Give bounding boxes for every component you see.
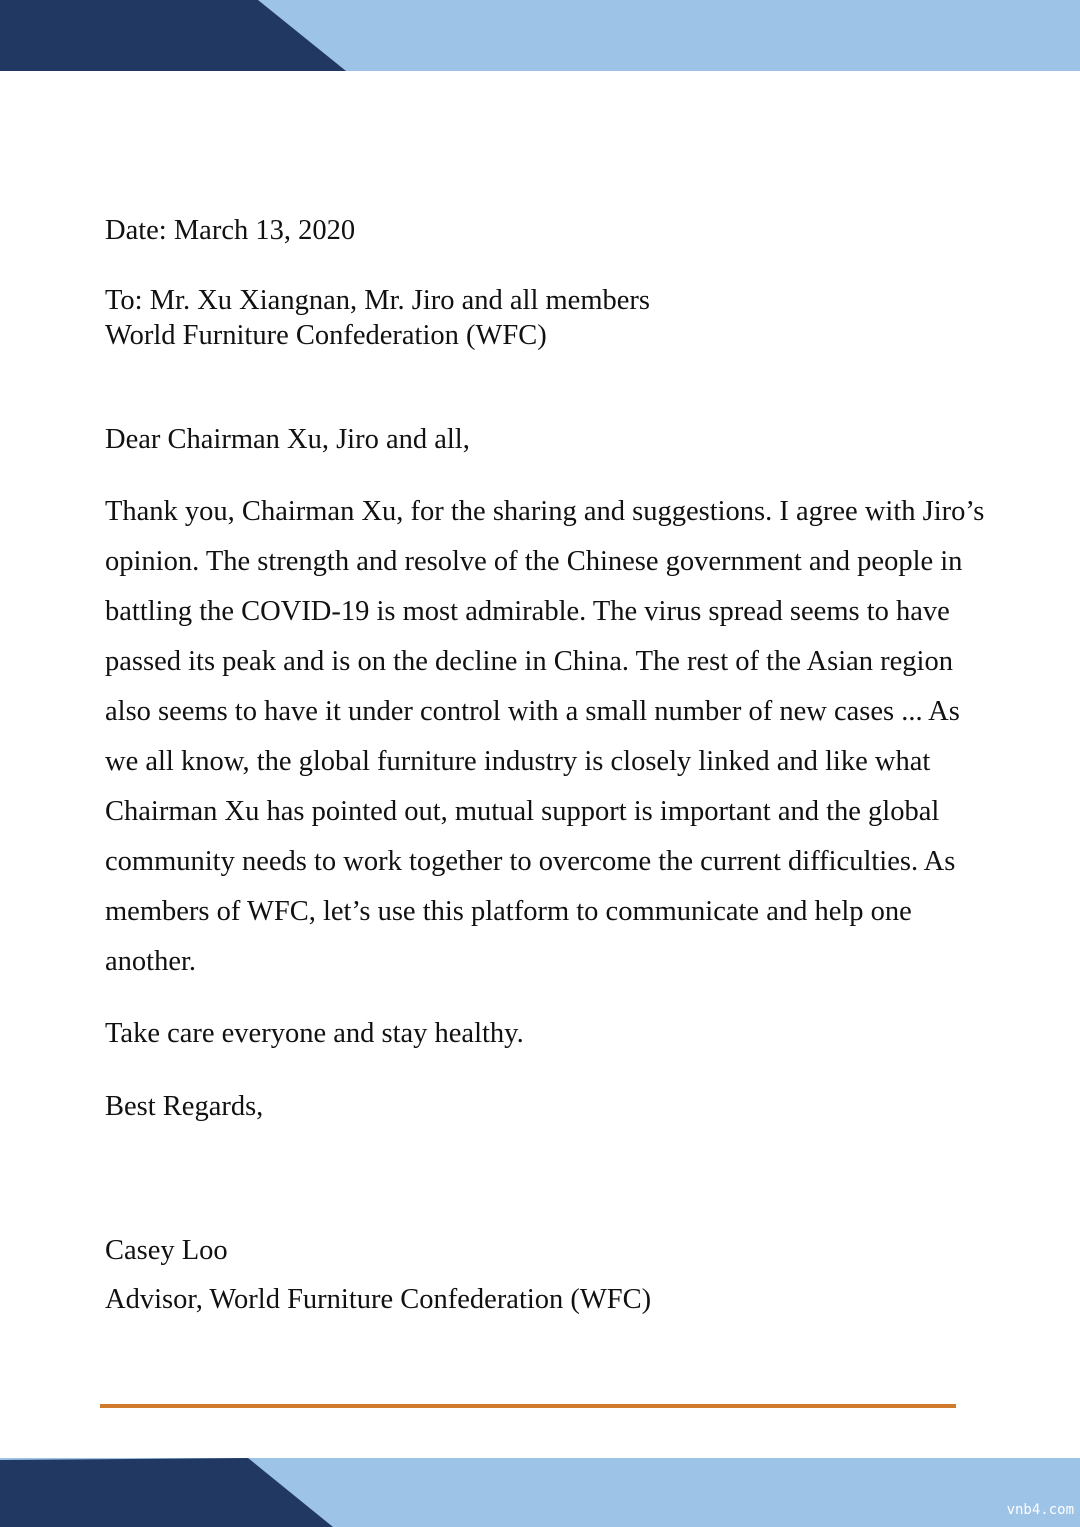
watermark: vnb4.com bbox=[1006, 1502, 1074, 1518]
letter-date: Date: March 13, 2020 bbox=[105, 215, 356, 246]
recipient-line: To: Mr. Xu Xiangnan, Mr. Jiro and all members bbox=[105, 285, 650, 316]
body-line: members of WFC, let’s use this platform to communicate and help one bbox=[105, 896, 912, 927]
footer-banner bbox=[0, 1458, 1080, 1527]
body-line: also seems to have it under control with a small number of new cases ... As bbox=[105, 696, 960, 727]
recipient-organization: World Furniture Confederation (WFC) bbox=[105, 320, 547, 351]
body-line: battling the COVID-19 is most admirable. The virus spread seems to have bbox=[105, 596, 950, 627]
closing-note: Take care everyone and stay healthy. bbox=[105, 1018, 524, 1049]
header-banner-graphic bbox=[0, 0, 1080, 71]
body-line: opinion. The strength and resolve of the Chinese government and people in bbox=[105, 546, 963, 577]
signer-name: Casey Loo bbox=[105, 1235, 228, 1266]
body-line: passed its peak and is on the decline in China. The rest of the Asian region bbox=[105, 646, 953, 677]
footer-divider bbox=[100, 1404, 956, 1408]
footer-banner-graphic bbox=[0, 1458, 1080, 1527]
header-banner bbox=[0, 0, 1080, 71]
body-line: Chairman Xu has pointed out, mutual support is important and the global bbox=[105, 796, 940, 827]
body-line: community needs to work together to overcome the current difficulties. As bbox=[105, 846, 956, 877]
body-line: we all know, the global furniture industry is closely linked and like what bbox=[105, 746, 931, 777]
body-line: Thank you, Chairman Xu, for the sharing and suggestions. I agree with Jiro’s bbox=[105, 496, 985, 527]
signer-title: Advisor, World Furniture Confederation (WFC) bbox=[105, 1284, 652, 1315]
salutation: Dear Chairman Xu, Jiro and all, bbox=[105, 424, 470, 455]
body-line: another. bbox=[105, 946, 197, 977]
sign-off: Best Regards, bbox=[105, 1091, 264, 1122]
